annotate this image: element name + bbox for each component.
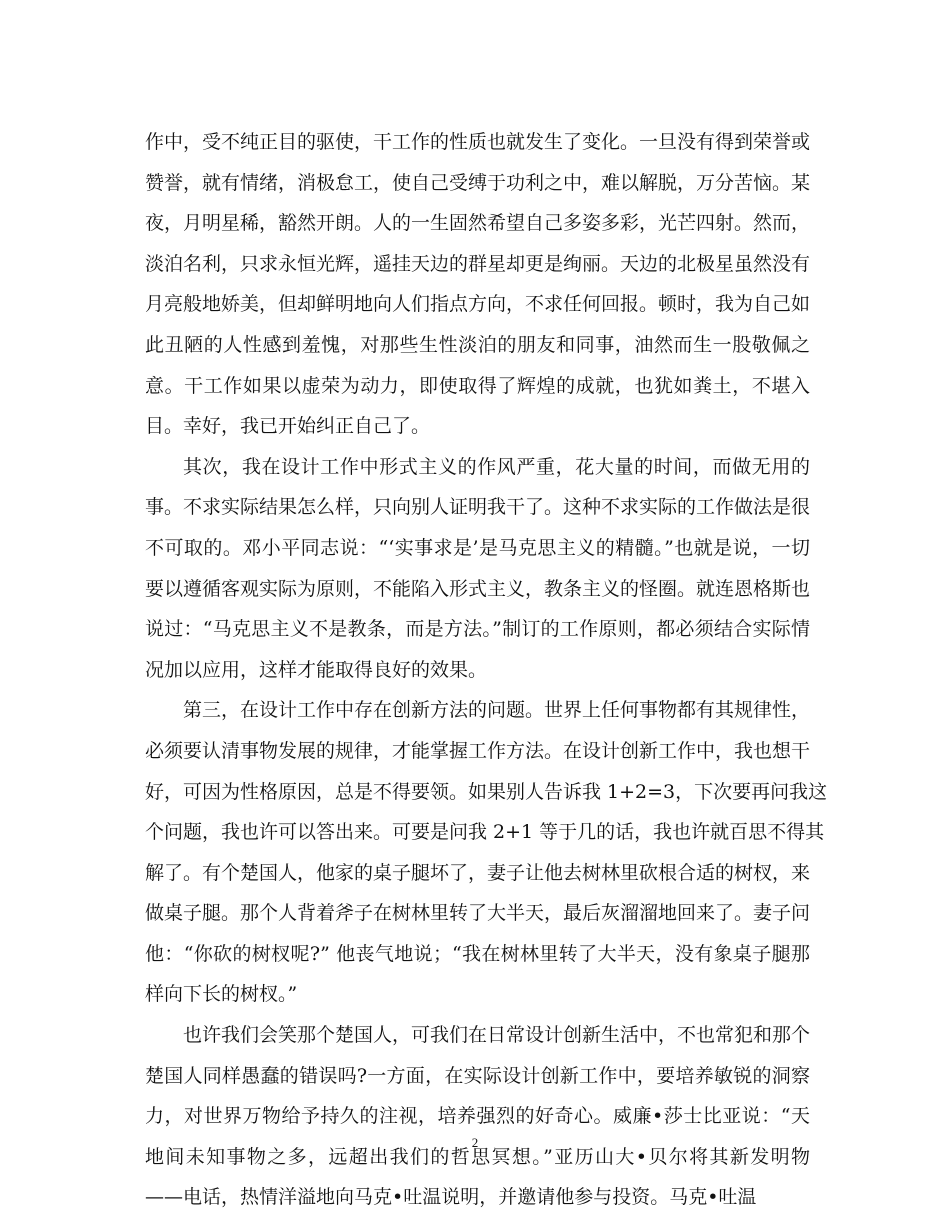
text-line: 必须要认清事物发展的规律，才能掌握工作方法。在设计创新工作中，我也想干 bbox=[145, 739, 811, 762]
text-line: 解了。有个楚国人，他家的桌子腿坏了，妻子让他去树林里砍根合适的树杈，来 bbox=[145, 861, 811, 884]
text-line: 要以遵循客观实际为原则，不能陷入形式主义，教条主义的怪圈。就连恩格斯也 bbox=[145, 577, 811, 600]
text-line: 淡泊名利，只求永恒光辉，遥挂天边的群星却更是绚丽。天边的北极星虽然没有 bbox=[145, 252, 811, 275]
document-body bbox=[145, 122, 828, 1218]
text-line: 其次，我在设计工作中形式主义的作风严重，花大量的时间，而做无用的 bbox=[183, 455, 810, 478]
text-line: 楚国人同样愚蠢的错误吗?一方面，在实际设计创新工作中，要培养敏锐的洞察 bbox=[145, 1064, 810, 1087]
text-line: 目。幸好，我已开始纠正自己了。 bbox=[145, 415, 431, 438]
text-line: ——电话，热情洋溢地向马克•吐温说明，并邀请他参与投资。马克•吐温 bbox=[145, 1186, 757, 1209]
text-line: 月亮般地娇美，但却鲜明地向人们指点方向，不求任何回报。顿时，我为自己如 bbox=[145, 293, 811, 316]
text-line: 力，对世界万物给予持久的注视，培养强烈的好奇心。威廉•莎士比亚说：“天 bbox=[145, 1105, 810, 1128]
paragraph bbox=[145, 690, 828, 1015]
page-number: 2 bbox=[471, 1135, 479, 1150]
text-line: 事。不求实际结果怎么样，只向别人证明我干了。这种不求实际的工作做法是很 bbox=[145, 496, 811, 519]
paragraph bbox=[145, 447, 810, 691]
text-line: 地间未知事物之多，远超出我们的哲思冥想。”亚历山大•贝尔将其新发明物 bbox=[145, 1145, 810, 1168]
paragraph bbox=[145, 122, 810, 447]
text-line: 样向下长的树杈。” bbox=[145, 983, 298, 1006]
text-line: 个问题，我也许可以答出来。可要是问我 2+1 等于几的话，我也许就百思不得其 bbox=[145, 821, 825, 844]
text-line: 好，可因为性格原因，总是不得要领。如果别人告诉我 1+2=3，下次要再问我这 bbox=[145, 780, 828, 803]
paragraph bbox=[145, 1015, 810, 1218]
text-line: 也许我们会笑那个楚国人，可我们在日常设计创新生活中，不也常犯和那个 bbox=[183, 1024, 811, 1047]
text-line: 说过：“马克思主义不是教条，而是方法。”制订的工作原则，都必须结合实际情 bbox=[145, 618, 810, 641]
text-line: 作中，受不纯正目的驱使，干工作的性质也就发生了变化。一旦没有得到荣誉或 bbox=[145, 131, 811, 153]
text-line: 他：“你砍的树杈呢?” 他丧气地说；“我在树林里转了大半天，没有象桌子腿那 bbox=[145, 942, 810, 965]
text-line: 做桌子腿。那个人背着斧子在树林里转了大半天，最后灰溜溜地回来了。妻子问 bbox=[145, 902, 811, 925]
text-line: 赞誉，就有情绪，消极怠工，使自己受缚于功利之中，难以解脱，万分苦恼。某 bbox=[145, 171, 811, 194]
text-line: 意。干工作如果以虚荣为动力，即使取得了辉煌的成就，也犹如粪土，不堪入 bbox=[145, 374, 810, 397]
text-line: 第三，在设计工作中存在创新方法的问题。世界上任何事物都有其规律性， bbox=[183, 699, 811, 722]
text-line: 夜，月明星稀，豁然开朗。人的一生固然希望自己多姿多彩，光芒四射。然而， bbox=[145, 212, 811, 235]
text-line: 不可取的。邓小平同志说：“‘实事求是’是马克思主义的精髓。”也就是说，一切 bbox=[145, 536, 810, 559]
text-line: 此丑陋的人性感到羞愧，对那些生性淡泊的朋友和同事，油然而生一股敬佩之 bbox=[145, 333, 810, 356]
text-line: 况加以应用，这样才能取得良好的效果。 bbox=[145, 658, 488, 681]
